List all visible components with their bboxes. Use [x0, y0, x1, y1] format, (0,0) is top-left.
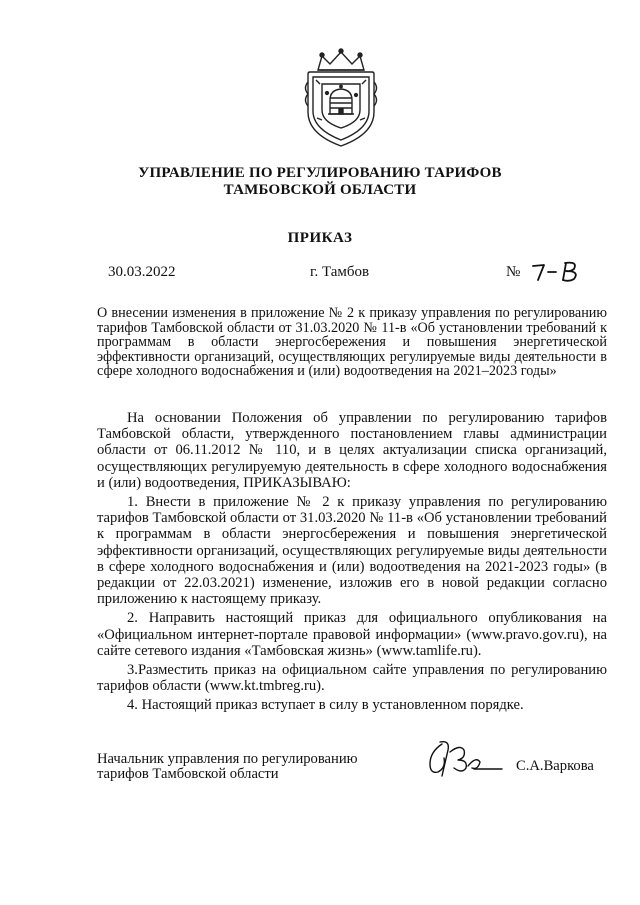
document-city: г. Тамбов [310, 264, 370, 280]
document-date: 30.03.2022 [108, 264, 176, 280]
organization-name-line2: ТАМБОВСКОЙ ОБЛАСТИ [223, 182, 417, 198]
preamble-paragraph: На основании Положения об управлении по регулированию тарифов Тамбовской области, утвержденного постановлением главы администрации области от 06.11.2012 № 110, и в целях актуализации списка организаций, осуществляющих регулируемую деятельность в сфере холодного водоснабжения и (или) водоотведения, ПРИКАЗЫВАЮ: [97, 410, 607, 491]
document-type-title: ПРИКАЗ [287, 230, 353, 246]
signatory-position-line2: тарифов Тамбовской области [97, 766, 279, 782]
handwritten-signature-icon [420, 738, 510, 780]
document-number-label: № [506, 264, 521, 280]
handwritten-number-icon [530, 258, 592, 284]
document-number [506, 258, 606, 286]
order-item-4: 4. Настоящий приказ вступает в силу в установленном порядке. [127, 697, 524, 714]
organization-name-line1: УПРАВЛЕНИЕ ПО РЕГУЛИРОВАНИЮ ТАРИФОВ [138, 165, 502, 181]
order-item-3: 3.Разместить приказ на официальном сайте управления по регулированию тарифов области (www.kt.tmbreg.ru). [97, 662, 607, 695]
signatory-position [97, 752, 358, 782]
order-item-2: 2. Направить настоящий приказ для официального опубликования на «Официальном интернет-портале правовой информации» (www.pravo.gov.ru), на сайте сетевого издания «Тамбовская жизнь» (www.tamlife.ru). [97, 610, 607, 659]
document-body [97, 410, 607, 714]
signatory-name: С.А.Варкова [516, 758, 594, 774]
coat-of-arms-icon [300, 48, 382, 148]
signatory-position-line1: Начальник управления по регулированию [97, 751, 358, 767]
order-item-1: 1. Внести в приложение № 2 к приказу управления по регулированию тарифов Тамбовской области от 31.03.2020 № 11-в «Об установлении требований к программам в области энергосбережения и повышения энергетической эффективности организаций, осуществляющих регулируемые виды деятельности в сфере холодного водоснабжения и (или) водоотведения на 2021-2023 годы» (в редакции от 22.03.2021) изменение, изложив его в новой редакции согласно приложению к настоящему приказу. [97, 494, 607, 608]
document-subject: О внесении изменения в приложение № 2 к приказу управления по регулированию тарифов Тамбовской области от 31.03.2020 № 11-в «Об установлении требований к программам в области энергосбережения и повышения энергетической эффективности организаций, осуществляющих регулируемые виды деятельности в сфере холодного водоснабжения и (или) водоотведения на 2021–2023 годы» [97, 305, 607, 380]
